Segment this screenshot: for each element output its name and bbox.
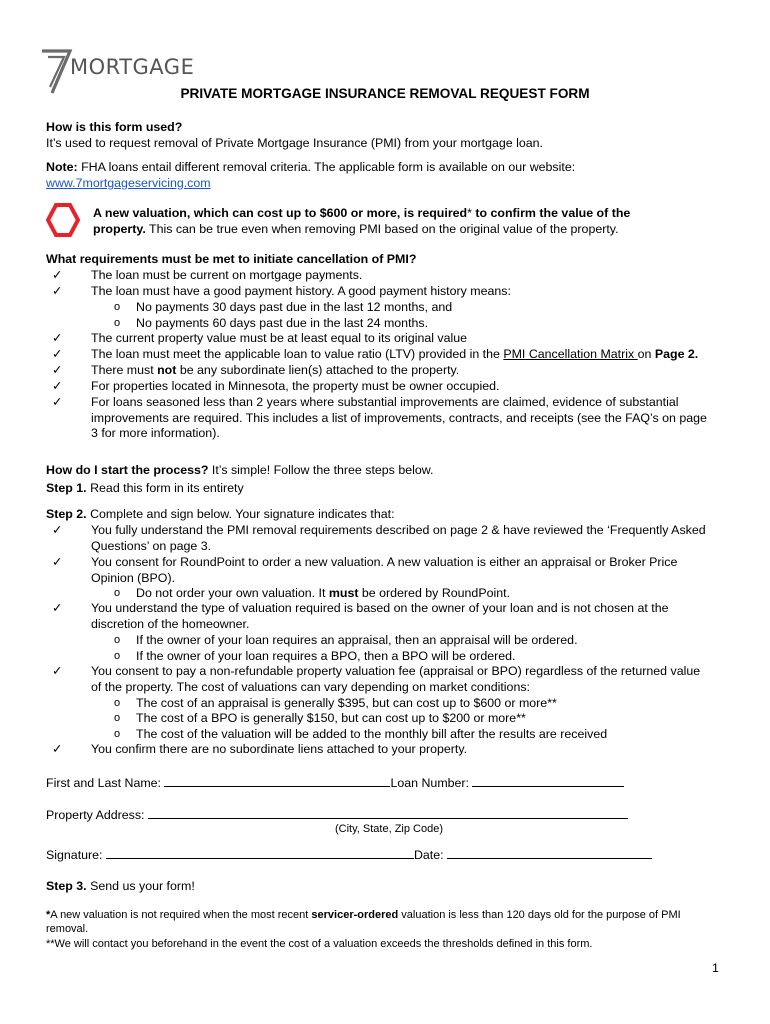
consent-no-liens: You confirm there are no subordinate liens attached to your property. [91,742,468,756]
check-icon: ✓ [52,331,63,345]
appraisal-ordered: If the owner of your loan requires an appraisal, then an appraisal will be ordered. [136,633,578,647]
check-icon: ✓ [52,268,63,282]
loan-number-field[interactable] [472,775,624,787]
step-2: Step 2. Complete and sign below. Your signature indicates that: [46,507,395,521]
website-link-line [46,176,736,192]
fha-note: Note: FHA loans entail different removal criteria. The applicable form is available on our website: [46,160,576,174]
consent-valuation-type: You understand the type of valuation required is based on the owner of your loan and is not chosen at the discretion of the homeowner. [91,601,669,631]
check-icon: ✓ [52,742,63,756]
bpo-cost: The cost of a BPO is generally $150, but can cost up to $200 or more** [136,711,526,725]
sub-bullet: o [114,728,121,740]
logo-text: MORTGAGE [70,55,195,79]
check-icon: ✓ [52,284,63,298]
valuation-warning: A new valuation, which can cost up to $600 or more, is required* to confirm the value of the property. This can be true even when removing PMI based on the original value of the property. [93,206,631,236]
consent-valuation: You consent for RoundPoint to order a new valuation. A new valuation is either an appraisal or Broker Price Opinion (BPO). [91,555,678,585]
date-label: Date: [413,848,444,862]
signature-row [46,847,736,864]
requirement-current: The loan must be current on mortgage payments. [91,268,363,282]
check-icon: ✓ [52,347,63,361]
website-link[interactable]: www.7mortgageservicing.com [46,176,211,190]
requirement-minnesota: For properties located in Minnesota, the property must be owner occupied. [91,379,500,393]
requirement-ltv: The loan must meet the applicable loan to value ratio (LTV) provided in the PMI Cancellation Matrix on Page 2. [91,347,699,361]
consent-fee: You consent to pay a non-refundable property valuation fee (appraisal or BPO) regardless of the returned value of the property. The cost of valuations can vary depending on market conditions: [91,664,701,694]
page-number: 1 [712,961,719,975]
check-icon: ✓ [52,601,63,615]
property-address-field[interactable] [148,807,628,819]
history-30-days: No payments 30 days past due in the last 12 months, and [136,300,453,314]
name-loan-row [46,775,736,792]
requirement-no-liens: There must not be any subordinate lien(s) attached to the property. [91,363,460,377]
signature-label: Signature: [46,848,103,862]
sub-bullet: o [114,587,121,599]
footnote-contact: **We will contact you beforehand in the event the cost of a valuation exceeds the thresholds defined in this form. [46,938,593,950]
warning-hexagon-icon [46,203,80,237]
valuation-billing: The cost of the valuation will be added to the monthly bill after the results are received [136,727,608,741]
sub-bullet: o [114,712,121,724]
bpo-ordered: If the owner of your loan requires a BPO, then a BPO will be ordered. [136,649,516,663]
pmi-matrix-link[interactable]: PMI Cancellation Matrix [503,347,638,361]
check-icon: ✓ [52,395,63,409]
loan-label: Loan Number: [390,776,469,790]
intro-answer: It’s used to request removal of Private Mortgage Insurance (PMI) from your mortgage loan. [46,136,543,150]
intro-question: How is this form used? [46,120,183,134]
requirements-heading: What requirements must be met to initiate cancellation of PMI? [46,252,417,266]
requirement-value: The current property value must be at least equal to its original value [91,331,468,345]
name-field[interactable] [164,775,390,787]
requirement-seasoned: For loans seasoned less than 2 years where substantial improvements are claimed, evidence of substantial improvements are required. This includes a list of improvements, contracts, and receipts (see the FAQ’s on page 3 for more information). [91,395,707,441]
form-title: PRIVATE MORTGAGE INSURANCE REMOVAL REQUEST FORM [180,86,590,101]
signature-field[interactable] [106,847,414,859]
address-hint: (City, State, Zip Code) [335,823,443,835]
check-icon: ✓ [52,555,63,569]
sub-bullet: o [114,317,121,329]
sub-bullet: o [114,634,121,646]
check-icon: ✓ [52,379,63,393]
history-60-days: No payments 60 days past due in the last 24 months. [136,316,429,330]
check-icon: ✓ [52,664,63,678]
address-label: Property Address: [46,808,145,822]
name-label: First and Last Name: [46,776,162,790]
sub-bullet: o [114,697,121,709]
step-1: Step 1. Read this form in its entirety [46,481,244,495]
check-icon: ✓ [52,523,63,537]
sub-bullet: o [114,650,121,662]
consent-understand: You fully understand the PMI removal requirements described on page 2 & have reviewed the ‘Frequently Asked Questions’ on page 3. [91,523,706,553]
requirement-history: The loan must have a good payment history. A good payment history means: [91,284,511,298]
check-icon: ✓ [52,363,63,377]
appraisal-cost: The cost of an appraisal is generally $395, but can cost up to $600 or more** [136,696,557,710]
do-not-order: Do not order your own valuation. It must be ordered by RoundPoint. [136,586,511,600]
step-3: Step 3. Send us your form! [46,879,195,893]
date-field[interactable] [447,847,652,859]
footnote-valuation: *A new valuation is not required when the most recent servicer-ordered valuation is less than 120 days old for the purpose of PMI removal. [46,909,681,935]
sub-bullet: o [114,301,121,313]
process-question: How do I start the process? It’s simple! Follow the three steps below. [46,463,434,477]
